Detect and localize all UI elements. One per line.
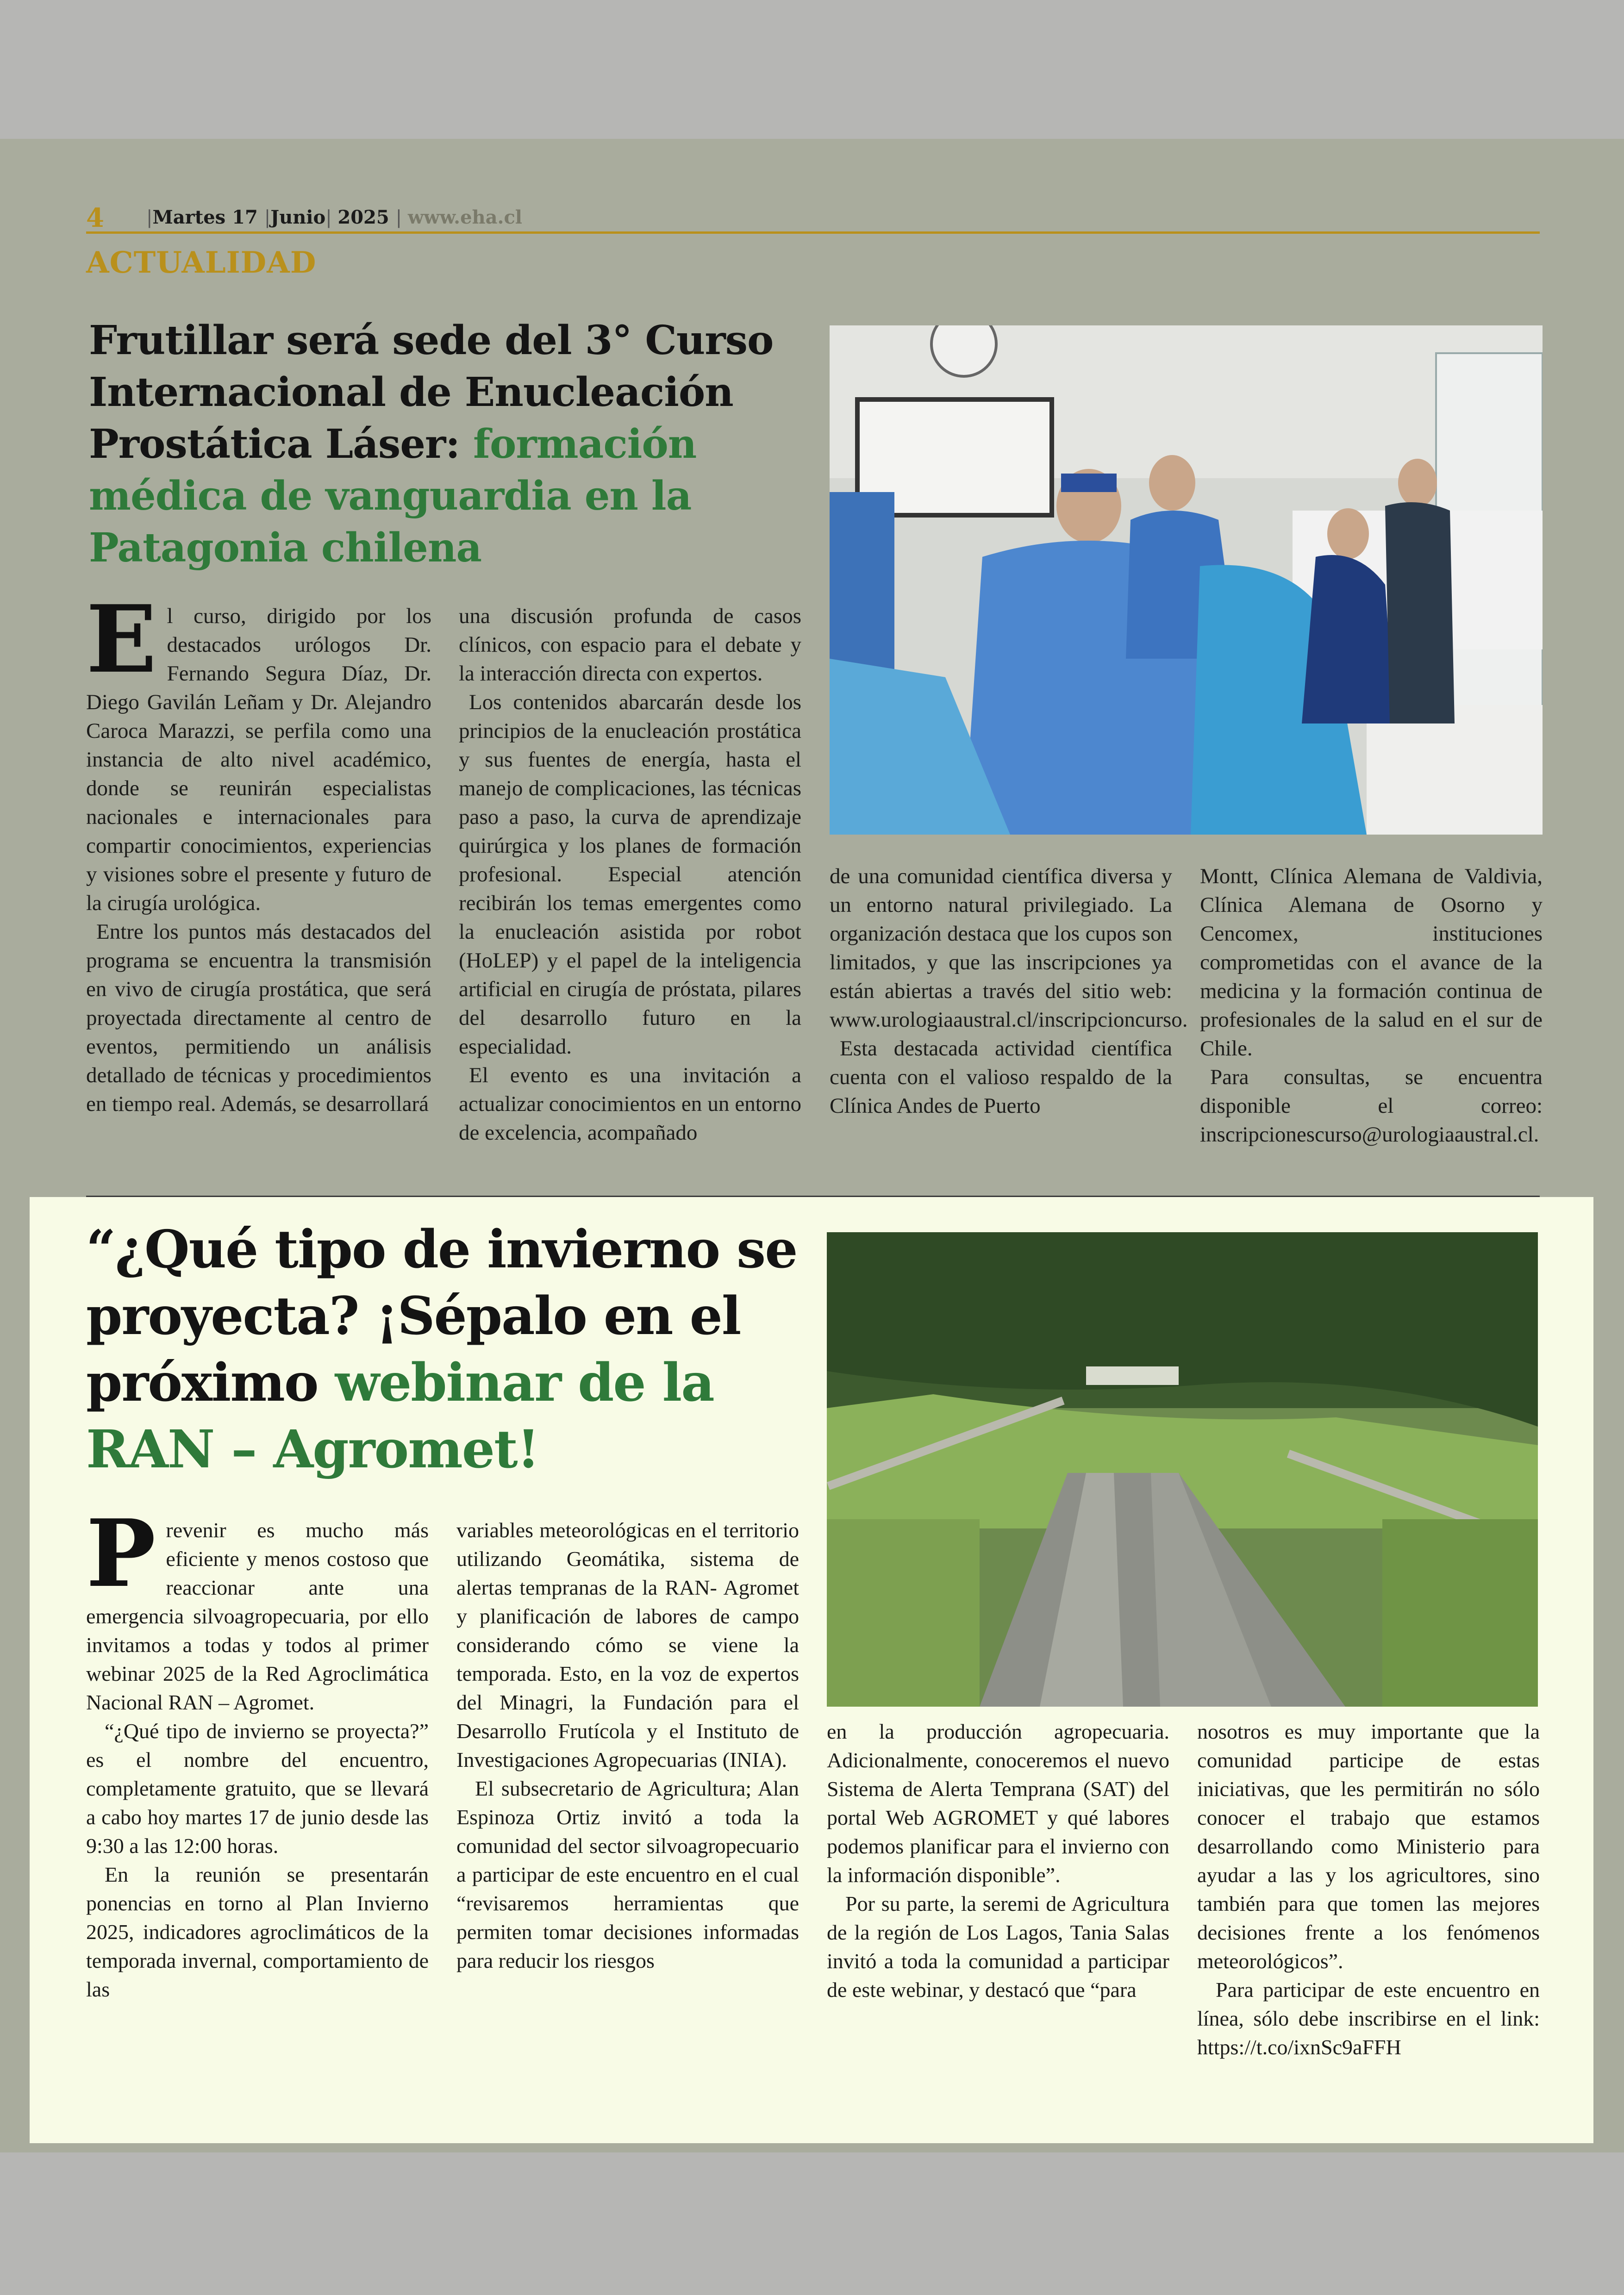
- article1-col-4: Montt, Clínica Alemana de Valdivia, Clínica Alemana de Osorno y Cencomex, instituciones comprometidas con el avance de la medicina y la formación continua de profesionales de la salud en el sur de Chile. Para consultas, se encuentra disponible el correo: inscripcionescurso@urologiaaustral.cl.: [1200, 864, 1543, 1147]
- article1-col-2: una discusión profunda de casos clínicos, con espacio para el debate y la interacción directa con expertos. Los contenidos abarcarán desde los principios de la enucleación prostática y sus fuentes de energía, hasta el manejo de complicaciones, las técnicas paso a paso, la curva de aprendizaje quirúrgica y los planes de formación profesional. Especial atención recibirán los temas emergentes como la enucleación asistida por robot (HoLEP) y el papel de la inteligencia artificial en cirugía de próstata, pilares del desarrollo futuro en la especialidad. El evento es una invitación a actualizar conocimientos en un entorno de excelencia, acompañado: [459, 604, 801, 1145]
- date-day: Martes 17: [152, 206, 258, 228]
- article1-col-3: de una comunidad científica diversa y un entorno natural privilegiado. La organización destaca que los cupos son limitados, y que las inscripciones ya están abiertas a través del sitio web: www.urologiaaustral.cl/inscripcioncurso. Esta destacada actividad científica cuenta con el valioso respaldo de la Clínica Andes de Puerto: [830, 864, 1188, 1118]
- dropcap: P: [86, 1499, 156, 1608]
- masthead: 4 |Martes 17 |Junio| 2025 | www.eha.cl: [86, 203, 1540, 234]
- article2-col-4: nosotros es muy importante que la comunidad participe de estas iniciativas, que les permitirán no sólo conocer el trabajo que estamos desarrollando como Ministerio para ayudar a las y los agricultores, sino también para que tomen las mejores decisiones frente a los fenómenos meteorológicos”. Para participar de este encuentro en línea, sólo debe inscribirse en el link: https://t.co/ixnSc9aFFH: [1197, 1720, 1540, 2059]
- article1-col-1: El curso, dirigido por los destacados urólogos Dr. Fernando Segura Díaz, Dr. Diego Gavilán Leñam y Dr. Alejandro Caroca Marazzi, se perfila como una instancia de alto nivel académico, donde se reunirán especialistas nacionales e internacionales para compartir conocimientos, experiencias y visiones sobre el presente y futuro de la cirugía urológica. Entre los puntos más destacados del programa se encuentra la transmisión en vivo de cirugía prostática, que será proyectada directamente al centro de eventos, permitiendo un análisis detallado de técnicas y procedimientos en tiempo real. Además, se desarrollará: [86, 585, 431, 1116]
- section-label: ACTUALIDAD: [86, 245, 317, 280]
- dropcap: E: [86, 585, 157, 694]
- article2-headline: “¿Qué tipo de invierno se proyecta? ¡Sépalo en el próximo webinar de la RAN – Agromet!: [86, 1219, 797, 1480]
- article1-headline: Frutillar será sede del 3° Curso Internacional de Enucleación Prostática Láser: formación médica de vanguardia en la Patagonia chilena: [89, 317, 774, 571]
- site-link[interactable]: www.eha.cl: [407, 206, 522, 228]
- surgery-photo: [830, 325, 1543, 835]
- article2-col-2: variables meteorológicas en el territorio utilizando Geomátika, sistema de alertas tempranas de la RAN- Agromet y planificación de labores de campo considerando cómo se viene la temporada. Esto, en la voz de expertos del Minagri, la Fundación para el Desarrollo Frutícola y el Instituto de Investigaciones Agropecuarias (INIA). El subsecretario de Agricultura; Alan Espinoza Ortiz invitó a toda la comunidad del sector silvoagropecuario a participar de este encuentro en el cual “revisaremos herramientas que permiten tomar decisiones informadas para reducir los riesgos: [456, 1518, 799, 1972]
- article2-col-3: en la producción agropecuaria. Adicionalmente, conoceremos el nuevo Sistema de Alerta Temprana (SAT) del portal Web AGROMET y qué labores podemos planificar para el invierno con la información disponible”. Por su parte, la seremi de Agricultura de la región de Los Lagos, Tania Salas invitó a toda la comunidad a participar de este webinar, y destacó que “para: [827, 1720, 1169, 2002]
- page-number: 4: [86, 203, 104, 233]
- date-month: Junio: [270, 206, 326, 228]
- article2-col-1: Prevenir es mucho más eficiente y menos costoso que reaccionar ante una emergencia silvoagropecuaria, por ello invitamos a todas y todos al primer webinar 2025 de la Red Agroclimática Nacional RAN – Agromet. “¿Qué tipo de invierno se proyecta?” es el nombre del encuentro, completamente gratuito, que se llevará a cabo hoy martes 17 de junio desde las 9:30 a las 12:00 horas. En la reunión se presentarán ponencias en torno al Plan Invierno 2025, indicadores agroclimáticos de la temporada invernal, comportamiento de las: [86, 1499, 429, 2001]
- date-year: 2025: [337, 206, 389, 228]
- bridge-photo: [827, 1232, 1538, 1707]
